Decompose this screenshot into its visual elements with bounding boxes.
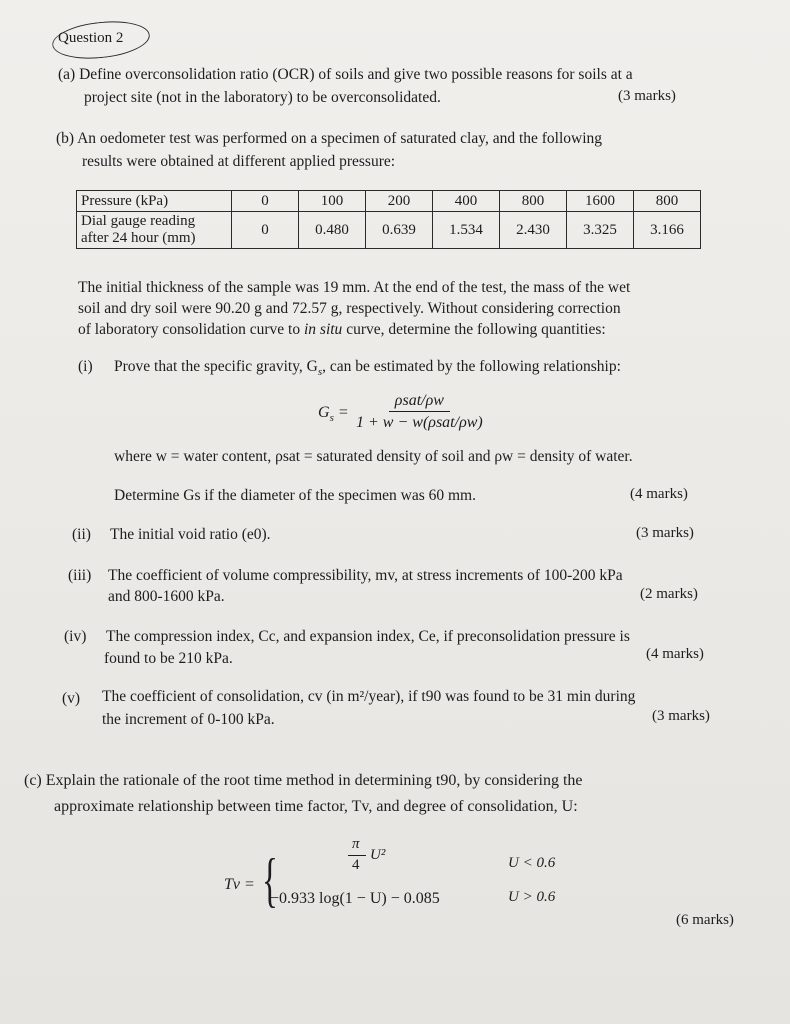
table-row-dial-reading	[77, 212, 701, 249]
item-iv-number: (iv)	[64, 628, 87, 645]
equation-lhs-g: G	[318, 404, 330, 421]
part-a-line-2: project site (not in the laboratory) to be overconsolidated.	[84, 89, 441, 106]
part-c-marks: (6 marks)	[676, 912, 734, 928]
dial-label-line-1: Dial gauge reading	[81, 213, 196, 229]
pressure-cell: 800	[500, 191, 567, 212]
item-iii-line-1: The coefficient of volume compressibility, mv, at stress increments of 100-200 kPa	[108, 567, 623, 584]
reading-cell: 0.480	[299, 212, 366, 249]
reading-cell: 0	[232, 212, 299, 249]
pressure-cell: 200	[366, 191, 433, 212]
para-line-3-a: of laboratory consolidation curve to	[78, 321, 304, 338]
item-i-text-a: Prove that the specific gravity, G	[114, 358, 318, 375]
case2-condition: U > 0.6	[508, 889, 556, 905]
part-c-line-1: (c) Explain the rationale of the root time method in determining t90, by considering the	[24, 772, 583, 789]
item-iv-line-2: found to be 210 kPa.	[104, 650, 233, 667]
question-label: Question 2	[58, 30, 124, 46]
item-ii-marks: (3 marks)	[636, 525, 694, 541]
where-line: where w = water content, ρsat = saturated density of soil and ρw = density of water.	[114, 448, 633, 465]
determine-line: Determine Gs if the diameter of the specimen was 60 mm.	[114, 487, 476, 504]
reading-cell: 3.325	[567, 212, 634, 249]
reading-cell: 0.639	[366, 212, 433, 249]
dial-reading-header	[77, 212, 232, 249]
reading-cell: 3.166	[634, 212, 701, 249]
pressure-cell: 1600	[567, 191, 634, 212]
item-iii-line-2: and 800-1600 kPa.	[108, 588, 225, 605]
piecewise-brace: {	[262, 847, 278, 913]
item-iv-line-1: The compression index, Cc, and expansion index, Ce, if preconsolidation pressure is	[106, 628, 630, 645]
part-b-line-2: results were obtained at different applied pressure:	[82, 153, 396, 170]
pressure-cell: 800	[634, 191, 701, 212]
item-ii-number: (ii)	[72, 526, 91, 543]
reading-cell: 1.534	[433, 212, 500, 249]
item-i-number: (i)	[78, 358, 93, 375]
item-v-marks: (3 marks)	[652, 708, 710, 724]
reading-cell: 2.430	[500, 212, 567, 249]
item-i-text-sub: s	[317, 366, 323, 379]
item-v-line-1: The coefficient of consolidation, cv (in m²/year), if t90 was found to be 31 min during	[102, 688, 636, 705]
table-row-pressure	[77, 191, 701, 212]
para-line-3	[78, 321, 606, 339]
case1-u-squared: U²	[370, 847, 386, 863]
part-a-marks: (3 marks)	[618, 88, 676, 104]
case2-expression: −0.933 log(1 − U) − 0.085	[270, 890, 440, 907]
item-iii-number: (iii)	[68, 567, 92, 584]
item-i-text	[114, 358, 621, 378]
pressure-cell: 0	[232, 191, 299, 212]
item-ii-text: The initial void ratio (e0).	[110, 526, 271, 543]
part-c-line-2: approximate relationship between time factor, Tv, and degree of consolidation, U:	[54, 798, 578, 815]
pressure-cell: 100	[299, 191, 366, 212]
pressure-header: Pressure (kPa)	[77, 191, 232, 212]
case1-four: 4	[352, 857, 360, 873]
gs-fraction	[356, 392, 483, 432]
tv-lhs: Tv =	[224, 876, 255, 893]
item-v-number: (v)	[62, 690, 81, 707]
item-iv-marks: (4 marks)	[646, 646, 704, 662]
equation-lhs: $G_s$ =	[318, 404, 349, 425]
item-iii-marks: (2 marks)	[640, 586, 698, 602]
equation-lhs-sub: s	[329, 412, 334, 425]
dial-label-line-2: after 24 hour (mm)	[81, 230, 196, 246]
item-i-text-b: , can be estimated by the following relationship:	[322, 358, 621, 375]
para-line-3-italic: in situ	[303, 321, 343, 338]
para-line-2: soil and dry soil were 90.20 g and 72.57 g, respectively. Without considering correction	[78, 300, 621, 317]
gs-denominator: 1 + w − w(ρsat/ρw)	[356, 414, 483, 431]
part-a-line-1: (a) Define overconsolidation ratio (OCR) of soils and give two possible reasons for soils at a	[58, 66, 633, 83]
item-i-marks: (4 marks)	[630, 486, 688, 502]
case1-condition: U < 0.6	[508, 855, 556, 871]
part-b-line-1: (b) An oedometer test was performed on a specimen of saturated clay, and the following	[56, 130, 603, 147]
pressure-cell: 400	[433, 191, 500, 212]
item-v-line-2: the increment of 0-100 kPa.	[102, 711, 275, 728]
para-line-1: The initial thickness of the sample was 19 mm. At the end of the test, the mass of the wet	[78, 279, 631, 296]
case1-fraction-bar	[348, 855, 366, 856]
gs-numerator: ρsat/ρw	[389, 392, 450, 412]
oedometer-results-table	[76, 190, 701, 249]
case1-pi: π	[352, 836, 360, 852]
para-line-3-b: curve, determine the following quantities:	[342, 321, 606, 338]
